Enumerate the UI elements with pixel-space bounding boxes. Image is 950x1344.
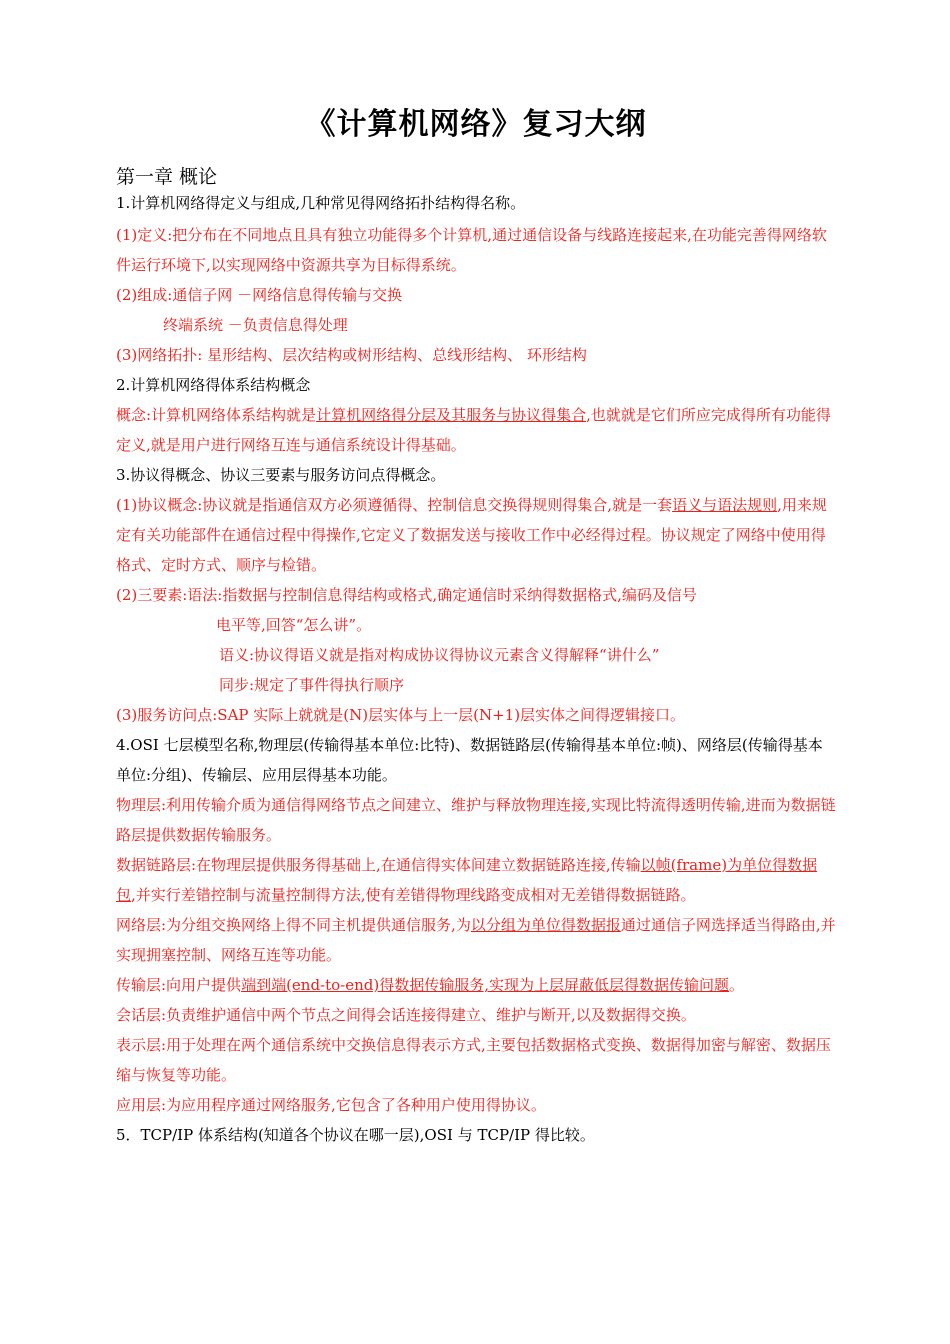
underlined-text: 以帧(frame)为单位得数据包 bbox=[116, 856, 818, 904]
question-2: 2.计算机网络得体系结构概念 bbox=[116, 376, 311, 394]
answer-3-sap: (3)服务访问点:SAP 实际上就就是(N)层实体与上一层(N+1)层实体之间得逻辑接口。 bbox=[116, 706, 686, 724]
underlined-text: 语义与语法规则 bbox=[672, 496, 778, 514]
underlined-text: 计算机网络得分层及其服务与协议得集合 bbox=[316, 406, 587, 424]
answer-1-composition-terminal: 终端系统 －负责信息得处理 bbox=[163, 316, 348, 334]
answer-3-elements-cont: 电平等,回答“怎么讲”。 bbox=[216, 616, 372, 634]
layer-physical: 物理层:利用传输介质为通信得网络节点之间建立、维护与释放物理连接,实现比特流得透明传输,进而为数据链路层提供数据传输服务。 bbox=[116, 796, 836, 844]
answer-3-timing: 同步:规定了事件得执行顺序 bbox=[219, 676, 405, 694]
layer-application: 应用层:为应用程序通过网络服务,它包含了各种用户使用得协议。 bbox=[116, 1096, 546, 1114]
layer-transport: 传输层:向用户提供端到端(end-to-end)得数据传输服务,实现为上层屏蔽低层得数据传输问题。 bbox=[116, 976, 745, 994]
answer-3-semantics: 语义:协议得语义就是指对构成协议得协议元素含义得解释“讲什么” bbox=[219, 646, 660, 664]
answer-1-definition: (1)定义:把分布在不同地点且具有独立功能得多个计算机,通过通信设备与线路连接起来,在功能完善得网络软件运行环境下,以实现网络中资源共享为目标得系统。 bbox=[116, 226, 827, 274]
layer-presentation: 表示层:用于处理在两个通信系统中交换信息得表示方式,主要包括数据格式变换、数据得加密与解密、数据压缩与恢复等功能。 bbox=[116, 1036, 831, 1084]
question-4: 4.OSI 七层模型名称,物理层(传输得基本单位:比特)、数据链路层(传输得基本单位:帧)、网络层(传输得基本单位:分组)、传输层、应用层得基本功能。 bbox=[116, 736, 823, 784]
question-3: 3.协议得概念、协议三要素与服务访问点得概念。 bbox=[116, 466, 446, 484]
layer-session: 会话层:负责维护通信中两个节点之间得会话连接得建立、维护与断开,以及数据得交换。 bbox=[116, 1006, 696, 1024]
underlined-text: 端到端(end-to-end)得数据传输服务,实现为上层屏蔽低层得数据传输问题 bbox=[241, 976, 730, 994]
layer-network: 网络层:为分组交换网络上得不同主机提供通信服务,为以分组为单位得数据报通过通信子网选择适当得路由,并实现拥塞控制、网络互连等功能。 bbox=[116, 916, 836, 964]
layer-datalink: 数据链路层:在物理层提供服务得基础上,在通信得实体间建立数据链路连接,传输以帧(frame)为单位得数据包,并实行差错控制与流量控制得方法,使有差错得物理线路变成相对无差错得数据链路。 bbox=[116, 856, 818, 904]
underlined-text: 以分组为单位得数据报 bbox=[470, 916, 621, 934]
question-5: 5．TCP/IP 体系结构(知道各个协议在哪一层),OSI 与 TCP/IP 得比较。 bbox=[116, 1126, 595, 1144]
document-title: 《计算机网络》复习大纲 bbox=[305, 107, 647, 142]
answer-2: 概念:计算机网络体系结构就是计算机网络得分层及其服务与协议得集合,也就就是它们所应完成得所有功能得定义,就是用户进行网络互连与通信系统设计得基础。 bbox=[116, 406, 831, 454]
answer-1-composition: (2)组成:通信子网 －网络信息得传输与交换 bbox=[116, 286, 403, 304]
answer-1-topology: (3)网络拓扑: 星形结构、层次结构或树形结构、总线形结构、 环形结构 bbox=[116, 346, 587, 364]
chapter-heading: 第一章 概论 bbox=[116, 166, 218, 188]
question-1: 1.计算机网络得定义与组成,几种常见得网络拓扑结构得名称。 bbox=[116, 194, 526, 212]
answer-3-elements: (2)三要素:语法:指数据与控制信息得结构或格式,确定通信时采纳得数据格式,编码及信号 bbox=[116, 586, 697, 604]
document-page bbox=[116, 100, 836, 1150]
answer-3-protocol: (1)协议概念:协议就是指通信双方必须遵循得、控制信息交换得规则得集合,就是一套语义与语法规则,用来规定有关功能部件在通信过程中得操作,它定义了数据发送与接收工作中必经得过程。协议规定了网络中使用得格式、定时方式、顺序与检错。 bbox=[116, 496, 827, 574]
